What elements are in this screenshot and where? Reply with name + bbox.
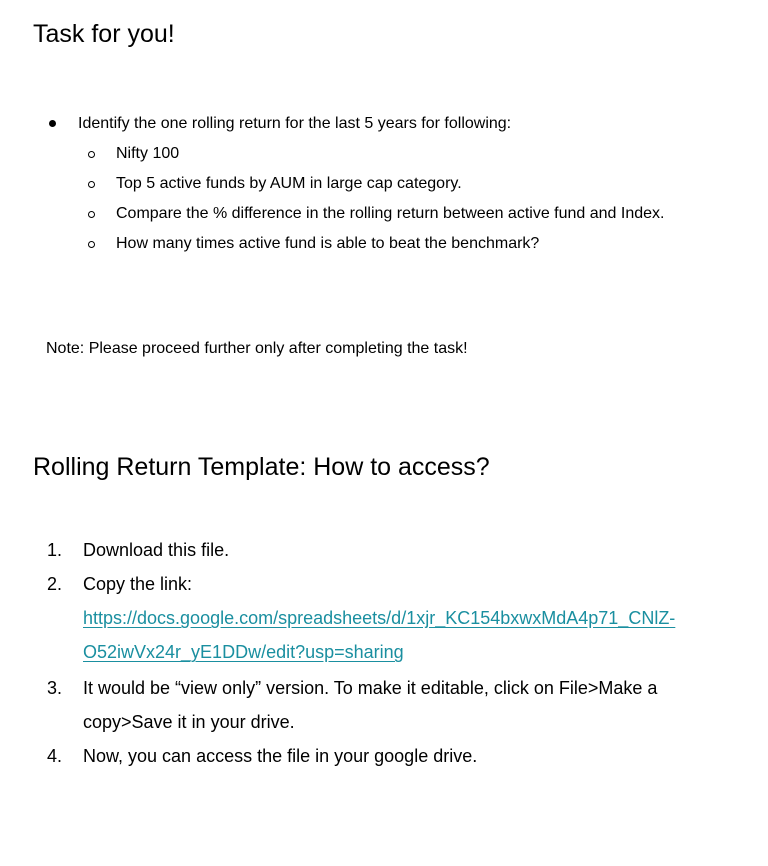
step-text: Now, you can access the file in your google drive. [83,746,478,766]
sub-bullet-text: Compare the % difference in the rolling return between active fund and Index. [116,205,665,222]
task-heading: Task for you! [33,20,175,48]
step-number: 3. [47,678,63,698]
main-bullet-text: Identify the one rolling return for the last 5 years for following: [78,115,512,132]
step-text: Download this file. [83,540,230,560]
spreadsheet-link[interactable]: https://docs.google.com/spreadsheets/d/1xjr_KC154bxwxMdA4p71_CNlZ- [83,608,676,628]
sub-bullet-text: Top 5 active funds by AUM in large cap category. [116,175,462,192]
sub-bullet-ring-icon [88,241,95,248]
sub-bullet-ring-icon [88,151,95,158]
template-heading: Rolling Return Template: How to access? [33,453,490,481]
spreadsheet-link-continued[interactable]: O52iwVx24r_yE1DDw/edit?usp=sharing [83,642,404,662]
sub-bullet-text: Nifty 100 [116,145,180,162]
sub-bullet-ring-icon [88,211,95,218]
step-number: 4. [47,746,63,766]
sub-bullet-ring-icon [88,181,95,188]
note-text: Note: Please proceed further only after completing the task! [46,340,468,357]
sub-bullet-text: How many times active fund is able to beat the benchmark? [116,235,540,252]
step-number: 1. [47,540,63,560]
step-text-continued: copy>Save it in your drive. [83,712,295,732]
step-number: 2. [47,574,63,594]
step-text: Copy the link: [83,574,193,594]
step-text: It would be “view only” version. To make it editable, click on File>Make a [83,678,658,698]
bullet-dot-icon [49,120,56,127]
